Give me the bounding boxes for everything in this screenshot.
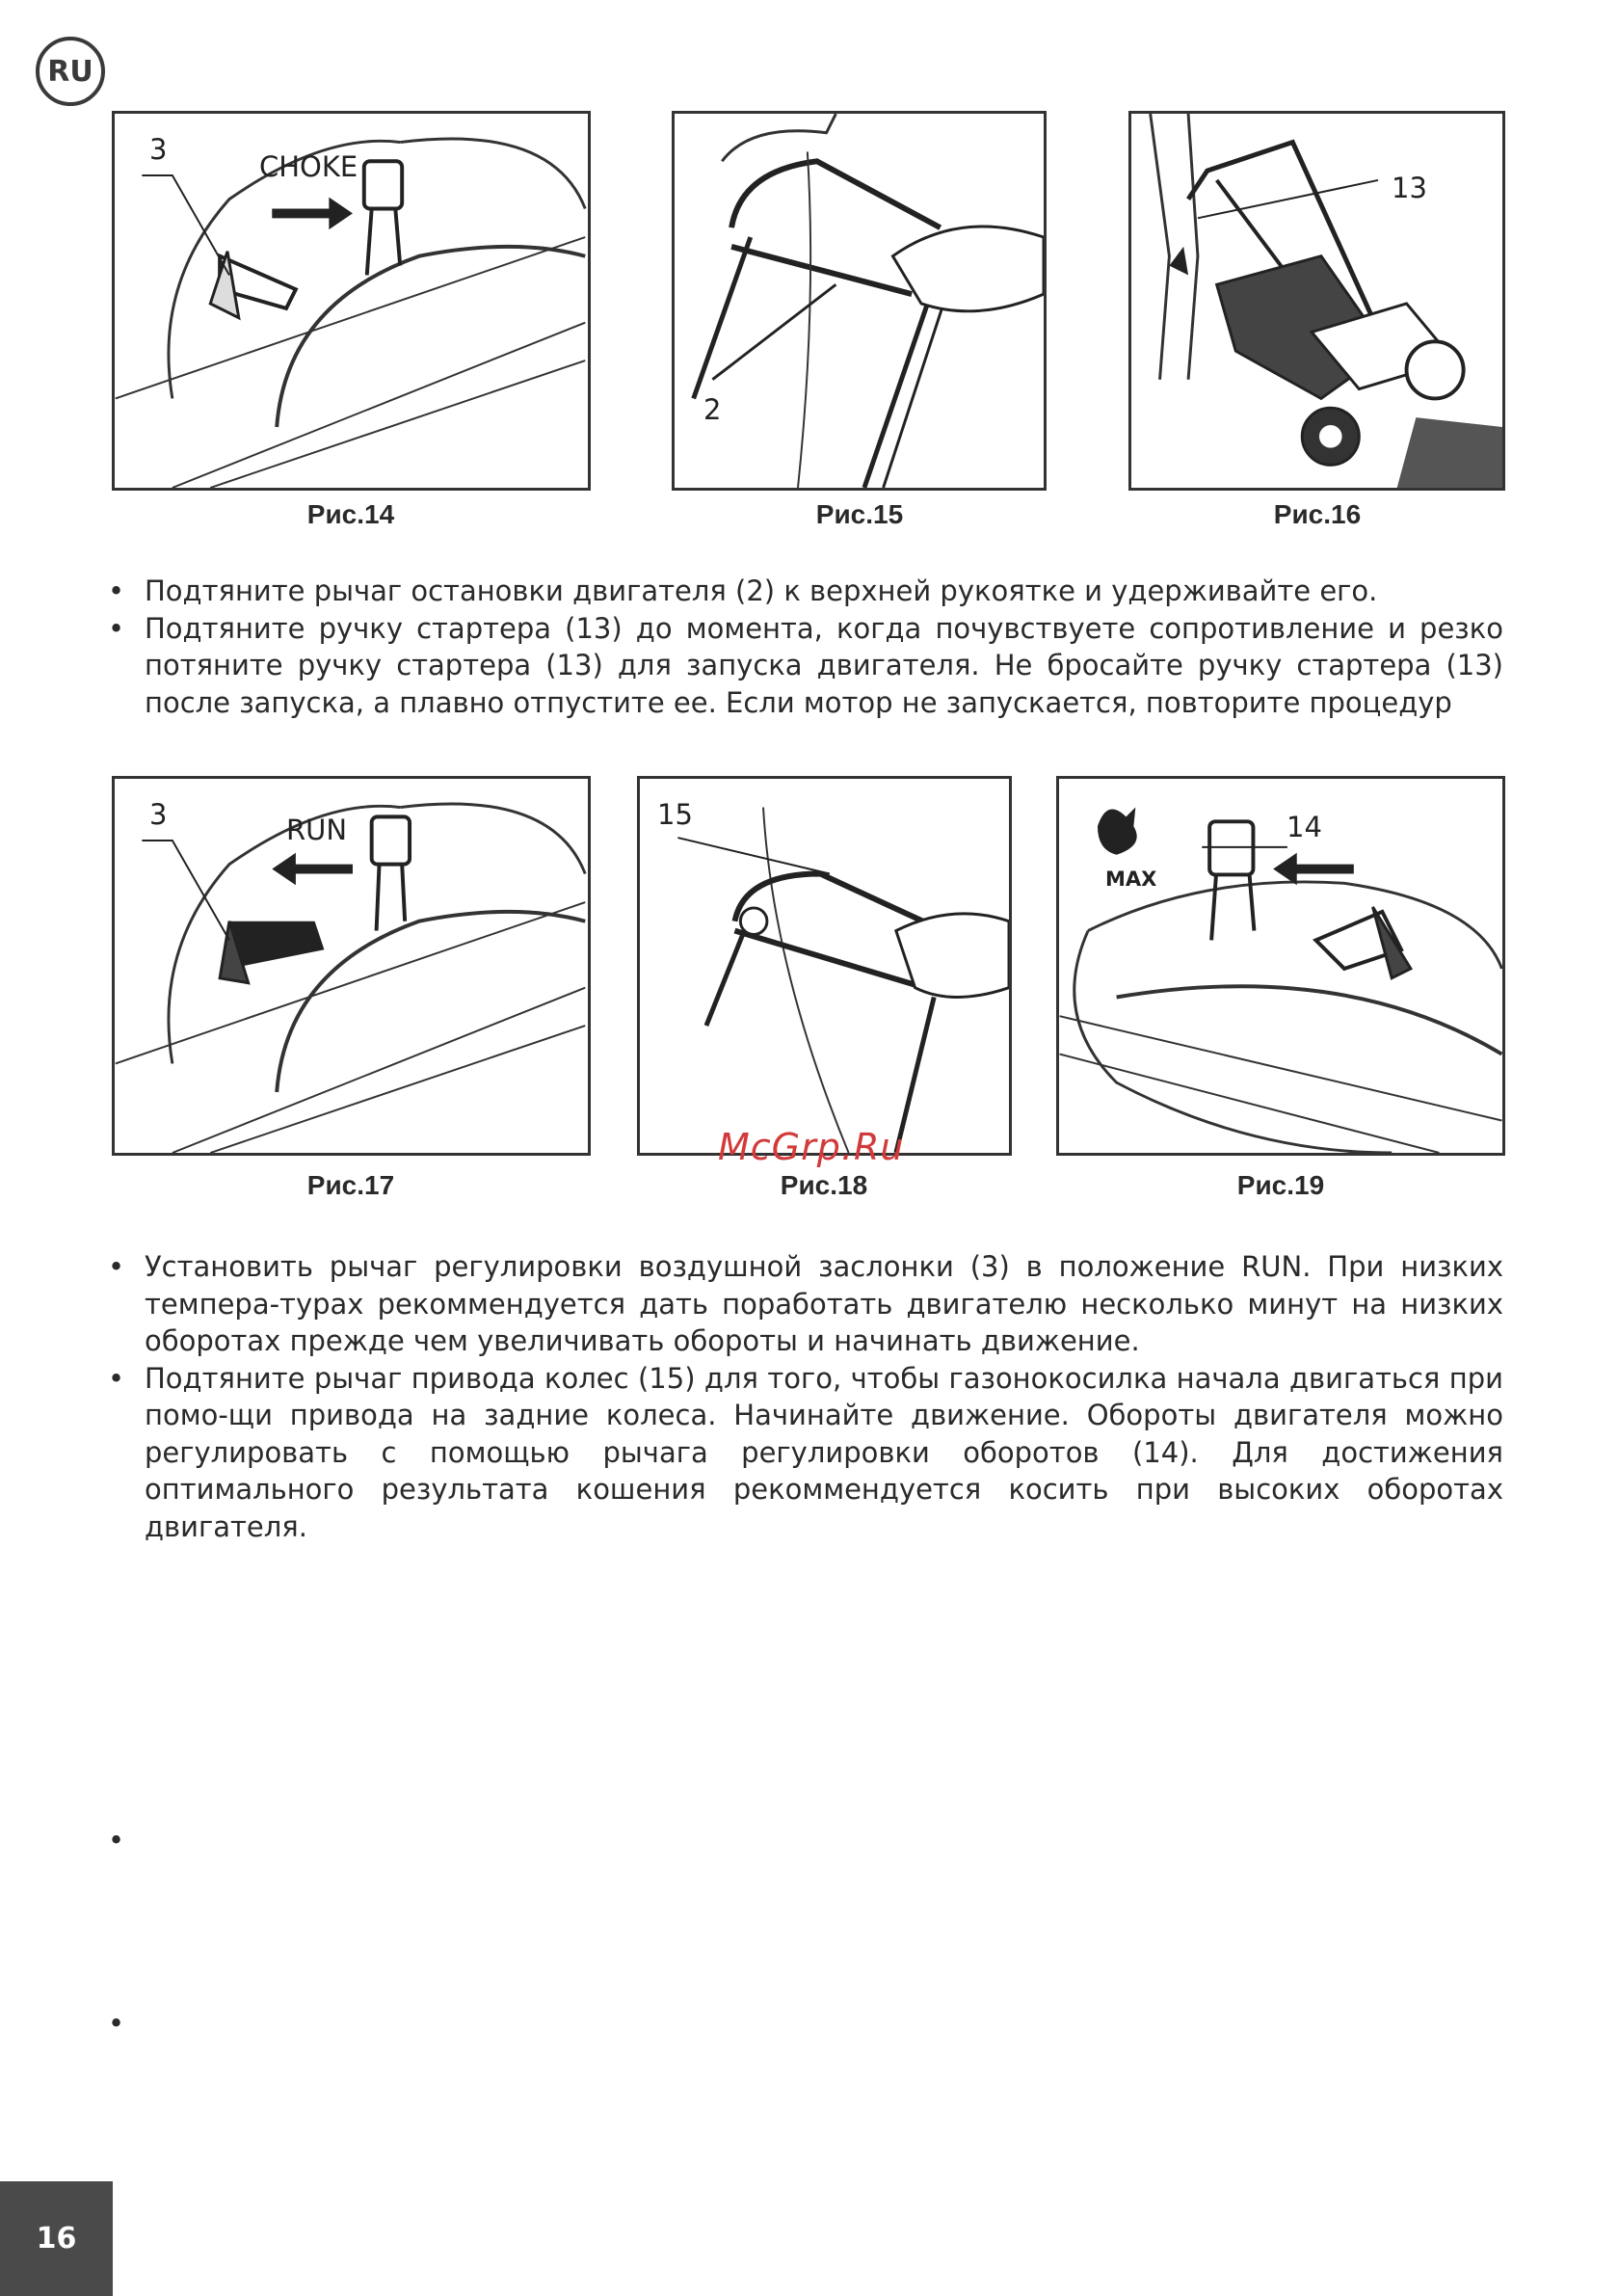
drive-lever-illustration — [640, 779, 1009, 1153]
figure-18 — [637, 776, 1012, 1156]
bullet-dot: • — [108, 1361, 125, 1395]
figure-number-label: 2 — [703, 393, 722, 426]
watermark: McGrp.Ru — [718, 1126, 905, 1168]
figure-number-label: 14 — [1286, 811, 1322, 843]
bullet-dot: • — [108, 1250, 125, 1283]
instruction-stop-lever: Подтяните рычаг остановки двигателя (2) к верхней рукоятке и удерживайте его. — [145, 574, 1378, 607]
handle-lever-illustration — [675, 114, 1044, 488]
figure-number-label: 15 — [657, 798, 693, 831]
instructions-block-2 — [108, 1248, 1503, 1545]
bullet-dot: • — [108, 611, 125, 645]
figure-14 — [112, 111, 591, 491]
caption-fig15: Рис.15 — [815, 499, 904, 529]
throttle-lever-illustration — [1059, 779, 1502, 1153]
page-number: 16 — [0, 2181, 113, 2296]
empty-bullet: • — [108, 2007, 125, 2040]
instruction-drive-lever: Подтяните рычаг привода колес (15) для того, чтобы газонокосилка начала двигаться при помо-щи привода на задние колеса. Начинайте движение. Обороты двигателя можно регулировать с помощью рычага регулировки оборотов (14). Для достижения оптимального результата кошения рекоммендуется косить при высоких оборотах двигателя. — [145, 1361, 1503, 1543]
figure-number-label: 3 — [149, 133, 168, 166]
figure-19 — [1056, 776, 1505, 1156]
figure-number-label: 3 — [149, 798, 168, 831]
choke-label: CHOKE — [259, 150, 358, 183]
figure-17 — [112, 776, 591, 1156]
empty-bullet: • — [108, 1824, 125, 1856]
run-lever-illustration — [115, 779, 588, 1153]
starter-pull-illustration — [1131, 114, 1502, 488]
instruction-run-position: Установить рычаг регулировки воздушной заслонки (3) в положение RUN. При низких темпера-турах рекоммендуется дать поработать двигателю несколько минут на низких оборотах прежде чем увеличивать обороты и начинать движение. — [145, 1250, 1503, 1357]
run-label: RUN — [286, 814, 348, 846]
max-label: MAX — [1105, 868, 1157, 891]
caption-fig19: Рис.19 — [1236, 1170, 1325, 1200]
instruction-starter: Подтяните ручку стартера (13) до момента, когда почувствуете сопротивление и резко потяните ручку стартера (13) для запуска двигателя. Не бросайте ручку стартера (13) после запуска, а плавно отпустите ее. Если мотор не запускается, повторите процедур — [145, 611, 1503, 719]
instructions-block-1 — [108, 573, 1503, 721]
figure-16 — [1128, 111, 1505, 491]
figure-number-label: 13 — [1392, 172, 1427, 204]
caption-fig14: Рис.14 — [306, 499, 395, 529]
language-badge: RU — [36, 37, 105, 106]
caption-fig18: Рис.18 — [780, 1170, 868, 1200]
caption-fig17: Рис.17 — [306, 1170, 395, 1200]
bullet-dot: • — [108, 574, 125, 607]
caption-fig16: Рис.16 — [1273, 499, 1362, 529]
figure-15 — [672, 111, 1047, 491]
